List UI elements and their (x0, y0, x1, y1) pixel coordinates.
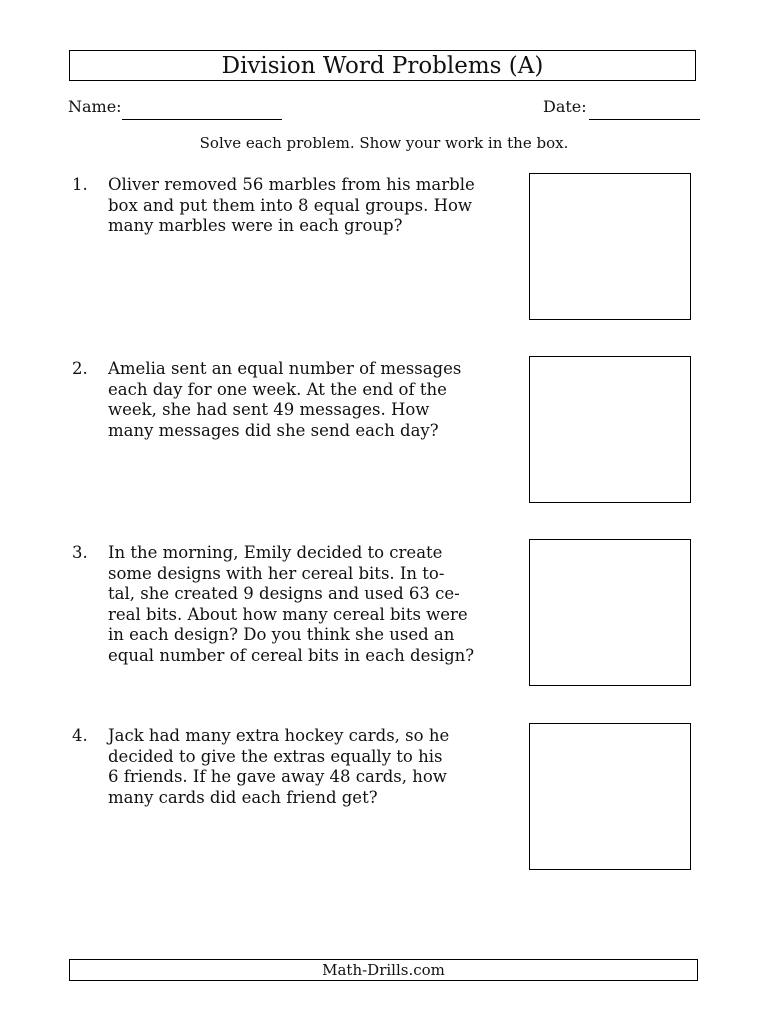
work-box-3 (529, 539, 691, 686)
date-line (589, 119, 700, 120)
problem-number: 2. (72, 359, 88, 378)
problem-text: In the morning, Emily decided to create some designs with her cereal bits. In to- tal, she created 9 designs and used 63 ce- real bits. About how many cereal bits were in each design? Do you think she used an equal number of cereal bits in each design? (108, 543, 475, 665)
problem-number: 1. (72, 175, 88, 194)
name-label: Name: (68, 97, 122, 116)
name-line (122, 119, 282, 120)
problem-number: 4. (72, 726, 88, 745)
problem-number: 3. (72, 543, 88, 562)
problem-text: Amelia sent an equal number of messages each day for one week. At the end of the week, she had sent 49 messages. How many messages did she send each day? (108, 359, 462, 440)
work-box-4 (529, 723, 691, 870)
work-box-1 (529, 173, 691, 320)
instructions: Solve each problem. Show your work in the box. (199, 134, 569, 152)
problem-text: Oliver removed 56 marbles from his marble box and put them into 8 equal groups. How many marbles were in each group? (108, 175, 475, 236)
footer-source: Math-Drills.com (69, 959, 698, 981)
work-box-2 (529, 356, 691, 503)
problem-text: Jack had many extra hockey cards, so he decided to give the extras equally to his 6 friends. If he gave away 48 cards, how many cards did each friend get? (108, 726, 450, 807)
date-label: Date: (543, 97, 587, 116)
worksheet-title: Division Word Problems (A) (69, 50, 696, 81)
